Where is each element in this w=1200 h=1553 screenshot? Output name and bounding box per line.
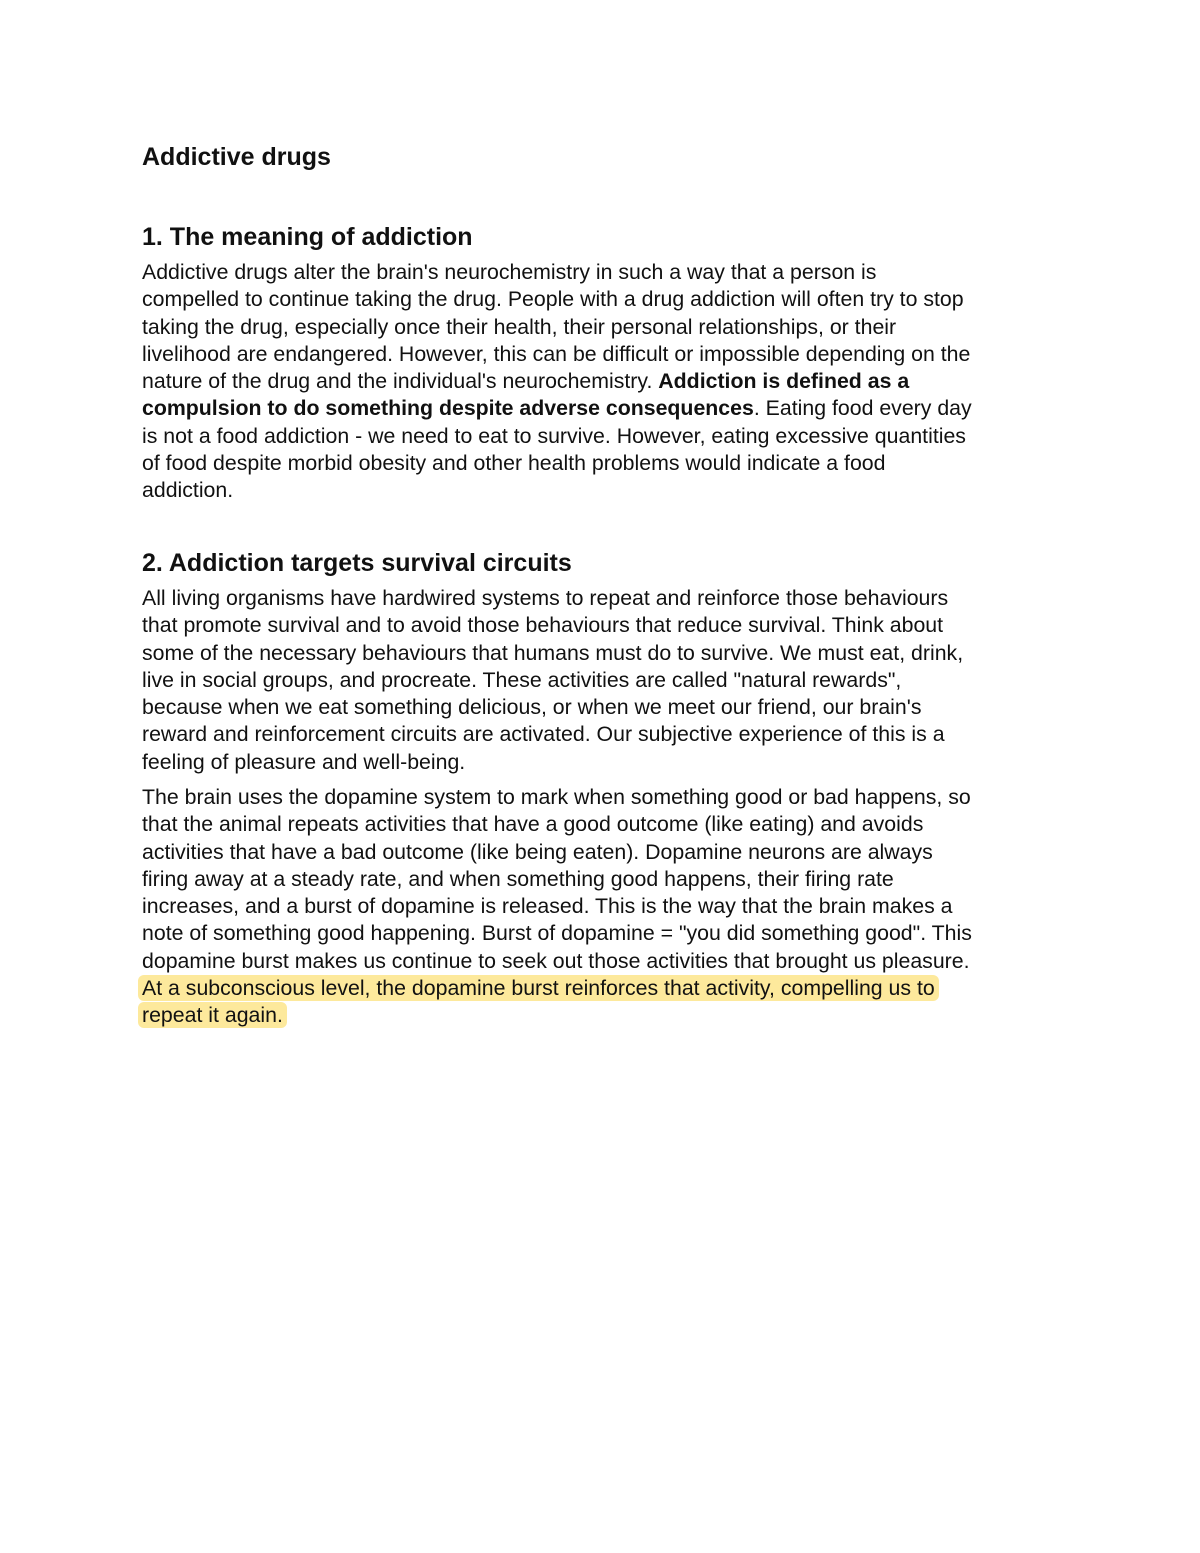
text-line: activities that have a bad outcome (like being eaten). Dopamine neurons are always	[142, 839, 933, 864]
bold-definition-text: compulsion to do something despite adverse consequences	[142, 396, 754, 421]
text-line: that the animal repeats activities that have a good outcome (like eating) and avoids	[142, 812, 924, 837]
text-line: that promote survival and to avoid those behaviours that reduce survival. Think about	[142, 613, 944, 638]
text-line: dopamine burst makes us continue to seek out those activities that brought us pleasure.	[142, 948, 970, 973]
text-run: . Eating food every day	[753, 396, 972, 421]
text-line: note of something good happening. Burst of dopamine = "you did something good". This	[142, 921, 972, 946]
paragraph-meaning-of-addiction	[142, 259, 1082, 504]
text-run: nature of the drug and the individual's neurochemistry.	[142, 369, 659, 393]
text-line: All living organisms have hardwired systems to repeat and reinforce those behaviours	[142, 586, 949, 610]
text-line	[142, 368, 1082, 395]
text-line: livelihood are endangered. However, this can be difficult or impossible depending on the	[142, 341, 971, 366]
text-line: feeling of pleasure and well-being.	[142, 749, 466, 774]
bold-definition-text: Addiction is defined as a	[658, 369, 910, 393]
text-line: some of the necessary behaviours that humans must do to survive. We must eat, drink,	[142, 640, 964, 665]
paragraph-survival-behaviours	[142, 585, 1082, 776]
text-line	[142, 395, 1082, 422]
text-line: increases, and a burst of dopamine is released. This is the way that the brain makes a	[142, 894, 953, 918]
text-line: Addictive drugs alter the brain's neurochemistry in such a way that a person is	[142, 260, 877, 284]
text-line: live in social groups, and procreate. These activities are called "natural rewards",	[142, 667, 902, 692]
text-line: The brain uses the dopamine system to mark when something good or bad happens, so	[142, 785, 971, 809]
section-heading-survival-circuits: 2. Addiction targets survival circuits	[142, 549, 572, 577]
highlighted-text[interactable]: At a subconscious level, the dopamine burst reinforces that activity, compelling us to	[138, 975, 939, 1001]
text-line: reward and reinforcement circuits are activated. Our subjective experience of this is a	[142, 722, 945, 747]
text-line	[142, 1002, 1082, 1029]
text-line	[142, 975, 1082, 1002]
text-line: taking the drug, especially once their health, their personal relationships, or their	[142, 314, 897, 339]
text-line: is not a food addiction - we need to eat to survive. However, eating excessive quantities	[142, 423, 966, 448]
section-heading-meaning-of-addiction: 1. The meaning of addiction	[142, 223, 473, 251]
text-line: compelled to continue taking the drug. People with a drug addiction will often try to stop	[142, 287, 964, 312]
text-line: of food despite morbid obesity and other health problems would indicate a food	[142, 450, 886, 475]
highlighted-text[interactable]: repeat it again.	[138, 1002, 287, 1028]
text-line: firing away at a steady rate, and when something good happens, their firing rate	[142, 866, 894, 891]
document-title: Addictive drugs	[142, 143, 331, 171]
text-line: because when we eat something delicious, or when we meet our friend, our brain's	[142, 695, 922, 719]
text-line: addiction.	[142, 478, 234, 502]
paragraph-dopamine-system	[142, 784, 1082, 1029]
